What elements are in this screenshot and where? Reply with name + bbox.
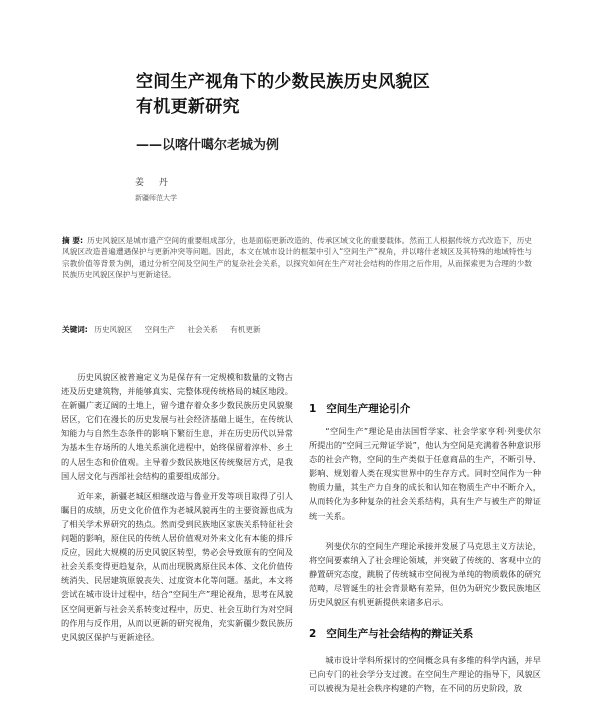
- body-paragraph: 近年来，新疆老城区相继改造与鲁业开发等项目取得了引人瞩目的成绩，历史文化价值作为老城风貌再生的主要资源也成为了相关学术界研究的热点。然而受到民族地区家族关系特征社会问题的影响，原住民的传统人居价值观对外来文化有本能的排斥反应，因此大规模的历史风貌区转型，势必会导致原有的空间及社会关系变得更趋复杂，从而出现脱离原住民本体、文化价值传统消失、民居建筑原貌丧失、过度资本化等问题。基此，本文将尝试在城市设计过程中，结合“空间生产”理论视角，思考在风貌区空间更新与社会关系转变过程中，历史、社会互助行为对空间的作用与反作用，从而以更新的研究视角，充实新疆少数民族历史风貌区保护与更新途径。: [61, 490, 293, 642]
- keyword: 空间生产: [144, 325, 176, 334]
- section-number: 1: [309, 403, 317, 415]
- section-heading-2: [309, 626, 473, 641]
- keyword: 有机更新: [230, 325, 261, 334]
- title-line-2: 有机更新研究: [136, 97, 240, 117]
- section-1-body: [309, 424, 541, 609]
- body-paragraph: 列斐伏尔的空间生产理论承接并发展了马克思主义方法论，将空间要素纳入了社会理论领域，并突破了传统的、客观中立的静置研究态度，跳脱了传统城市空间视为单纯的物质载体的研究范畴，尽管诞生的社会背景略有差异，但仍为研究少数民族地区历史风貌区有机更新提供来诸多启示。: [309, 540, 541, 608]
- section-title: 空间生产理论引介: [326, 403, 411, 415]
- body-column-left: [61, 370, 293, 644]
- keyword: 社会关系: [187, 325, 218, 334]
- section-title: 空间生产与社会结构的辩证关系: [326, 628, 474, 640]
- abstract: [62, 235, 532, 281]
- abstract-text: 历史风貌区是城市遗产空间的重要组成部分，也是面临更新改造的、传承区域文化的重要载体。然而工人根据传统方式改造下，历史风貌区改造普遍遭遇保护与更新冲突等问题。因此，本文在城市设计的框架中引入“空间生产”视角，并以喀什老城区及其特殊的地域特性与宗教价值等背景为例，通过分析空间及空间生产的复杂社会关系，以探究如何在生产对社会结构的作用之后作用，从而探索更为合理的少数民族历史风貌区保护与更新途径。: [62, 236, 532, 280]
- title-line-1: 空间生产视角下的少数民族历史风貌区: [136, 72, 431, 92]
- paper-title: [136, 70, 556, 120]
- keywords-label: 关键词:: [62, 325, 88, 334]
- section-heading-1: [309, 401, 410, 416]
- keyword: 历史风貌区: [94, 325, 133, 334]
- body-paragraph: 城市设计学科所探讨的空间概念具有多维的科学内涵，并早已向专门的社会学分支过渡。在空间生产理论的指导下，风貌区可以被视为是社会秩序构建的产物，在不同的历史阶段，放: [309, 655, 541, 694]
- paper-subtitle: ——以喀什噶尔老城为例: [136, 138, 280, 153]
- body-paragraph: “空间生产”理论是由法国哲学家、社会学家亨利·列斐伏尔所提出的“空间三元辩证学说”，他认为空间是充满着各种意识形态的社会产物，空间的生产类似于任意商品的生产，不断引导、影响、规划着人类在现实世界中的生存方式。同时空间作为一种物质力量，其生产力自身的成长和认知在物质生产中不断介入，从而转化为多种复杂的社会关系结构，具有生产与被生产的辩证统一关系。: [309, 426, 541, 521]
- author-affiliation: 新疆师范大学: [135, 194, 177, 202]
- author-name: 姜 丹: [135, 178, 174, 188]
- abstract-label: 摘 要:: [62, 236, 84, 245]
- keywords: [62, 324, 532, 335]
- section-2-body: [309, 653, 541, 695]
- body-paragraph: 历史风貌区被普遍定义为是保存有一定规模和数量的文物古迹及历史建筑物，并能够真实、完整体现传统格局的城区地段。在新疆广袤辽阔的土地上，留今遗存着众多少数民族历史风貌聚居区，它们在漫长的历史发展与社会经济基础上诞生，在传统认知能力与自然生态条件的影响下繁衍生息，并在历史历代以异常为基本生存场所的人地关系演化进程中，始终保留着淳朴、乡土的人居生态和价值观。主导着少数民族地区传统聚居方式，是我国人居文化与西部社会结构的重要组成部分。: [61, 372, 293, 481]
- section-number: 2: [309, 628, 317, 640]
